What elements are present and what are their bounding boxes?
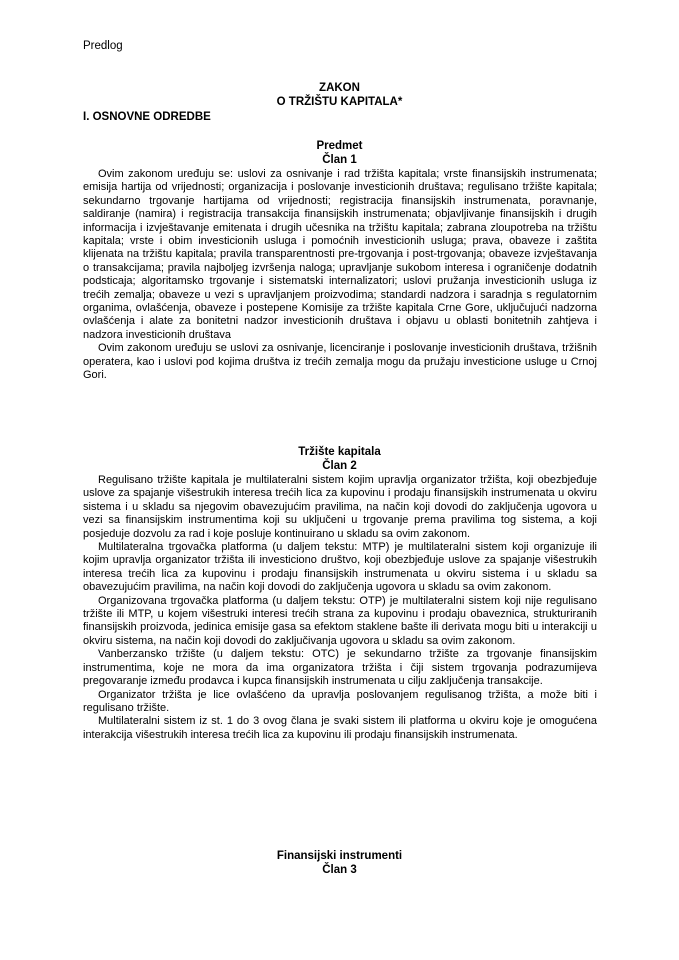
law-title-line-1: ZAKON — [319, 82, 360, 94]
article-2-body — [83, 474, 597, 742]
article-1-body — [83, 168, 597, 383]
document-status-label: Predlog — [83, 40, 123, 52]
article-2-paragraph: Regulisano tržište kapitala je multilateralni sistem kojim upravlja organizator tržišta, koji obezbjeđuje uslove za spajanje višestrukih interesa trećih lica za kupovinu i prodaju finansijskih instrumenata u okviru sistema i u skladu sa njegovim obavezujućim pravilima, na način koji dovodi do zaključenja ugovora u vezi sa finansijskim instrumentima koji su uključeni u trgovanje prema pravilima tog sistema, a koji posjeduje dozvolu za rad i koje posluje kontinuirano u skladu sa ovim zakonom. — [83, 474, 597, 540]
section-heading: I. OSNOVNE ODREDBE — [83, 111, 211, 123]
article-2-paragraph: Multilateralni sistem iz st. 1 do 3 ovog člana je svaki sistem ili platforma u okviru koje je omogućena interakcija višestrukih interesa trećih lica za kupovinu ili prodaju finansijskih instrumenata. — [83, 715, 597, 741]
article-3-number: Član 3 — [322, 864, 357, 876]
article-2-paragraph: Organizator tržišta je lice ovlašćeno da upravlja poslovanjem regulisanog tržišta, a može biti i regulisano tržište. — [83, 688, 597, 714]
article-2-number: Član 2 — [322, 460, 357, 472]
article-3-subject: Finansijski instrumenti — [276, 850, 403, 862]
article-1-paragraph: Ovim zakonom uređuju se uslovi za osnivanje, licenciranje i poslovanje investicionih društava, tržišnih operatera, kao i uslovi pod kojima društva iz trećih zemalja mogu da pružaju investicione usluge u Crnoj Gori. — [83, 342, 597, 382]
article-1-number: Član 1 — [322, 154, 357, 166]
article-2-paragraph: Vanberzansko tržište (u daljem tekstu: OTC) je sekundarno tržište za trgovanje finansijskim instrumentima, koje ne mora da ima organizatora tržišta i čiji sistem trgovanja podrazumijeva pregovaranje između prodavca i kupca finansijskih instrumenata u cilju zaključenja transakcije. — [83, 648, 597, 688]
article-2-subject: Tržište kapitala — [298, 446, 381, 458]
article-1-subject: Predmet — [316, 140, 363, 152]
article-2-paragraph: Organizovana trgovačka platforma (u daljem tekstu: OTP) je multilateralni sistem koji nije regulisano tržište ili MTP, u kojem višestruki interesi trećih strana za kupovinu i prodaju obaveznica, strukturiranih finansijskih proizvoda, jedinica emisije gasa sa efektom staklene bašte ili derivata mogu biti u interakciji u okviru sistema, na način koji dovodi do zaključivanja ugovora u skladu sa ovim zakonom. — [83, 594, 597, 647]
article-1-paragraph: Ovim zakonom uređuju se: uslovi za osnivanje i rad tržišta kapitala; vrste finansijskih instrumenata; emisija hartija od vrijednosti; organizacija i poslovanje investicionih društava; regulisano tržište kapitala; sekundarno trgovanje hartijama od vrijednosti; registracija finansijskih instrumenata, poravnanje, saldiranje (namira) i registracija transakcija finansijskih instrumenata; objavljivanje finansijskih i drugih informacija i izvještavanje emitenata i drugih učesnika na tržištu kapitala; zabrana zloupotreba na tržištu kapitala; vrste i obim investicionih usluga i pomoćnih investicionih usluga; prava, obaveze i zaštita klijenata na tržištu kapitala; pravila transparentnosti pre-trgovanja i post-trgovanja; obaveze izvještavanja o transakcijama; pravila najboljeg izvršenja naloga; upravljanje sukobom interesa i ograničenje dodatnih podsticaja; algoritamsko trgovanje i sistematski internalizatori; uslovi pružanja investicionih usluga iz trećih zemalja; obaveze u vezi s upravljanjem proizvodima; standardi nadzora i saradnja s regulatornim organima, ovlašćenja, obaveze i postepene Komisije za tržište kapitala Crne Gore, uključujući nadzorna ovlašćenja i alate za bonitetni nadzor investicionih društava i objavu u oblasti bonitetnih zahtjeva i nadzora investicionih društava — [83, 168, 597, 341]
law-title-line-2: O TRŽIŠTU KAPITALA* — [276, 96, 403, 108]
article-2-paragraph: Multilateralna trgovačka platforma (u daljem tekstu: MTP) je multilateralni sistem koji organizuje ili kojim upravlja organizator tržišta ili investiciono društvo, koji obezbjeđuje uslove za spajanje višestrukih interesa trećih lica za kupovinu i prodaju finansijskih instrumenata u okviru sistema i u skladu sa obavezujućim pravilima, na način koji dovodi do zaključenja ugovora u skladu sa ovim zakonom. — [83, 541, 597, 594]
